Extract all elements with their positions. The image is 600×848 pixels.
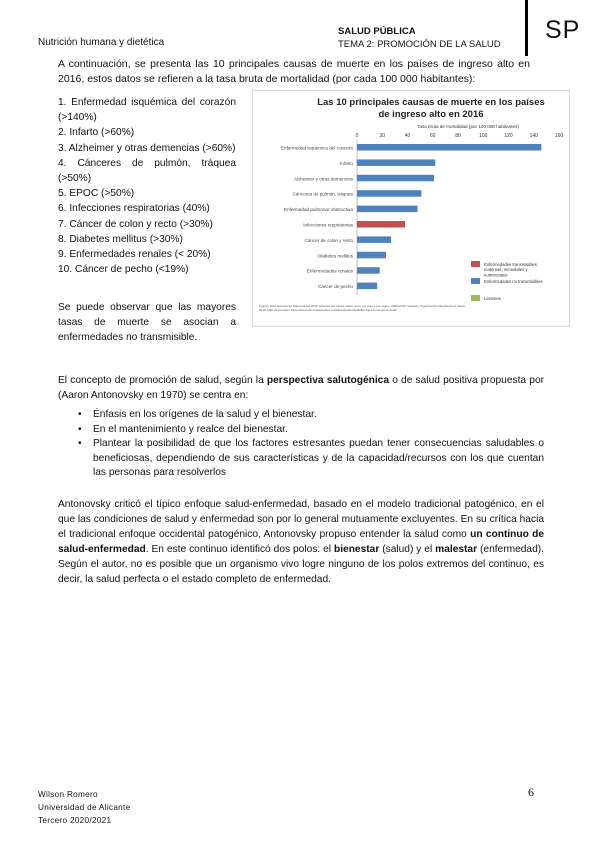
category-label: Cáncer de colon y recto <box>304 237 353 243</box>
page-number: 6 <box>528 785 534 799</box>
footer-institution: Universidad de Alicante <box>38 803 131 812</box>
legend-label-line: Enfermedades transmisibles, <box>484 262 538 267</box>
x-tick-label: 120 <box>504 133 513 139</box>
legend-label <box>484 296 501 301</box>
category-label: Alzheimer y otras demencias <box>294 176 353 182</box>
list-item: 8. Diabetes mellitus (>30%) <box>58 233 183 245</box>
causes-list <box>58 95 236 277</box>
header-topic: TEMA 2: PROMOCIÓN DE LA SALUD <box>338 39 501 50</box>
bar <box>357 206 418 213</box>
legend-label-line: Lesiones <box>484 296 501 301</box>
chart-source-line: 2018. Más información: https://www.who.int/es/news-room/fact-sheets/detail/the-top-10-causes-of-death <box>259 308 397 312</box>
x-tick-label: 60 <box>429 133 436 139</box>
category-label: Enfermedad pulmonar obstructiva <box>284 207 353 213</box>
list-item: • Plantear la posibilidad de que los factores estresantes puedan tener consecuencias saludables o beneficiosas, dependiendo de sus características y de la capacidad/recursos con los que cuentan las personas para resolverlos <box>78 437 544 481</box>
bar <box>357 236 391 243</box>
bar <box>357 175 434 182</box>
running-header-right <box>338 25 501 51</box>
legend-label-line: Enfermedades no transmisibles <box>484 279 543 284</box>
x-tick-label: 80 <box>455 133 461 139</box>
text-span: . En este continuo identificó dos polos: el <box>145 544 334 555</box>
x-axis-label: Tasa bruta de mortalidad (por 100 000 habitantes) <box>417 124 519 129</box>
category-label: Enfermedades renales <box>306 268 353 274</box>
bar <box>357 252 386 258</box>
chart-source-note <box>259 304 465 312</box>
chart-source-line: Fuente: Estimaciones de Salud Global 2016: Muertes por causa, edad, sexo, por país y por región, 2000-2016. Ginebra, Organización Mundial de la Salud; <box>259 304 466 308</box>
salutogenic-paragraph <box>58 373 544 403</box>
list-item: 6. Infecciones respiratorias (40%) <box>58 203 210 215</box>
intro-paragraph: A continuación, se presenta las 10 principales causas de muerte en los países de ingreso alto en 2016, estos datos se refieren a la tasa bruta de mortalidad (por cada 100 000 habitantes): <box>58 58 530 85</box>
list-item: • Énfasis en los orígenes de la salud y el bienestar. <box>78 408 544 423</box>
legend-label-line: maternas, neonatales y <box>484 267 528 273</box>
footer-author: Wilson Romero <box>38 790 98 799</box>
x-tick-label: 160 <box>554 133 564 139</box>
list-item: 3. Alzheimer y otras demencias (>60%) <box>58 142 236 154</box>
chart-title-line: de ingreso alto en 2016 <box>378 109 484 120</box>
bar <box>357 144 541 151</box>
header-code: SP <box>545 16 581 44</box>
bold-term: malestar <box>435 544 478 555</box>
category-label: Cáncer de pecho <box>318 284 353 290</box>
text-span: (salud) y el <box>379 544 436 555</box>
list-item: • En el mantenimiento y realce del bienestar. <box>78 423 544 438</box>
text-span: Antonovsky criticó el típico enfoque salud-enfermedad, basado en el modelo tradicional patogénico, en el que las condiciones de salud y enfermedad son por lo general mutuamente excluyentes. En su crítica hacia el tradicional enfoque occidental patogénico, Antonovsky propuso entender la salud como <box>58 499 544 540</box>
header-divider <box>525 0 528 56</box>
focus-bullet-list <box>78 408 544 481</box>
category-label: Infarto <box>339 160 353 166</box>
x-tick-label: 100 <box>479 133 488 139</box>
bold-term: bienestar <box>333 544 380 555</box>
bar <box>357 159 435 166</box>
x-tick-label: 0 <box>355 133 359 139</box>
legend-label <box>484 262 538 277</box>
bar <box>357 283 377 290</box>
legend-label <box>484 279 543 284</box>
chart-title-line: Las 10 principales causas de muerte en los países <box>317 97 545 108</box>
list-item: 5. EPOC (>50%) <box>58 188 135 200</box>
legend-swatch <box>471 261 480 267</box>
bar <box>357 190 421 197</box>
list-item: 7. Cáncer de colon y recto (>30%) <box>58 218 213 230</box>
list-item: 2. Infarto (>60%) <box>58 127 135 139</box>
bold-term: perspectiva salutogénica <box>266 375 390 386</box>
running-header-left: Nutrición humana y dietética <box>38 37 165 48</box>
list-item: 9. Enfermedades renales (< 20%) <box>58 249 211 261</box>
footer-course: Tercero 2020/2021 <box>38 816 112 825</box>
bold-term: un continuo de salud-enfermedad <box>58 529 544 555</box>
legend-swatch <box>471 278 480 284</box>
bar <box>357 221 405 228</box>
list-item: 10. Cáncer de pecho (<19%) <box>58 264 189 276</box>
category-label: Enfermedad isquémica del corazón <box>280 145 353 151</box>
list-item: 1. Enfermedad isquémica del corazón (>140%) <box>58 97 236 124</box>
x-tick-label: 20 <box>379 133 386 139</box>
category-label: Cánceres de pulmón, tráquea <box>292 191 353 197</box>
chart-svg <box>253 91 569 326</box>
x-tick-label: 40 <box>404 133 411 139</box>
text-span: o de salud positiva propuesta por (Aaron Antonovsky en 1970) se centra en: <box>58 375 545 401</box>
category-label: Diabetes mellitus <box>318 253 353 259</box>
category-label: Infecciones respiratorias <box>303 222 353 228</box>
bar <box>357 267 380 274</box>
list-item: 4. Cánceres de pulmón, tráquea (>50%) <box>58 157 236 185</box>
observation-paragraph: Se puede observar que las mayores tasas de muerte se asocian a enfermedades no transmisible. <box>58 302 236 343</box>
footer <box>38 788 130 827</box>
legend-label-line: nutricionales <box>484 272 508 278</box>
header-subject: SALUD PÚBLICA <box>338 26 416 37</box>
text-span: El concepto de promoción de salud, según la <box>58 375 267 386</box>
text-span: (enfermedad). Según el autor, no es posible que un organismo vivo logre ninguno de los polos extremos del continuo, es decir, la salud perfecta o el estado completo de enfermedad. <box>58 544 544 585</box>
mortality-chart <box>252 90 570 327</box>
x-tick-label: 140 <box>529 133 538 139</box>
antonovsky-paragraph <box>58 497 544 587</box>
legend-swatch <box>471 295 480 301</box>
